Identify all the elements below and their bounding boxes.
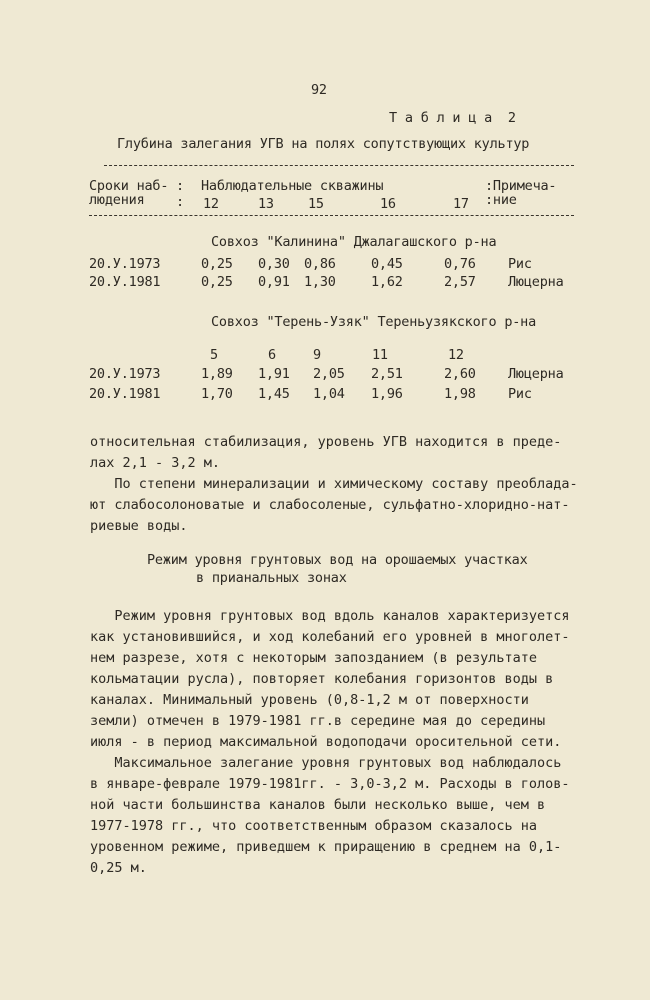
table-top-rule [104,165,574,166]
well-number: 9 [313,347,321,363]
row-value: 1,04 [313,386,345,402]
row-value: 2,57 [444,274,476,290]
section-heading-line1: Режим уровня грунтовых вод на орошаемых участках [147,552,528,568]
text-line: 0,25 м. [90,860,147,876]
paragraph-stabilization [90,432,570,474]
row-value: 0,25 [201,256,233,272]
text-line: ной части большинства каналов были несколько выше, чем в [90,797,546,813]
text-line: июля - в период максимальной водоподачи оросительной сети. [90,734,562,750]
row-value: 1,70 [201,386,233,402]
row-date: 20.У.1973 [89,256,161,272]
text-line: Режим уровня грунтовых вод вдоль каналов характеризуется [90,608,570,624]
section-title-kalinina: Совхоз "Калинина" Джалагашского р-на [211,234,497,250]
section-title-teren-uzyak: Совхоз "Терень-Узяк" Тереньузякского р-на [211,314,537,330]
header-well-number: 16 [380,196,396,212]
row-value: 1,96 [371,386,403,402]
well-number: 6 [268,347,276,363]
text-line: каналах. Минимальный уровень (0,8-1,2 м от поверхности [90,692,529,708]
row-value: 0,91 [258,274,290,290]
header-dates-line2: людения [89,192,145,208]
text-line: лах 2,1 - 3,2 м. [90,455,221,471]
row-date: 20.У.1981 [89,274,161,290]
header-wells: Наблюдательные скважины [201,178,384,194]
text-line: нем разрезе, хотя с некоторым запозданием (в результате [90,650,538,666]
row-note: Люцерна [508,366,564,382]
row-value: 0,25 [201,274,233,290]
header-well-number: 15 [308,196,324,212]
page-number: 92 [311,82,327,98]
row-value: 2,60 [444,366,476,382]
text-line: земли) отмечен в 1979-1981 гг.в середине мая до середины [90,713,546,729]
paragraph-canal-regime [90,606,570,879]
table-title: Глубина залегания УГВ на полях сопутствующих культур [117,136,530,152]
row-value: 2,05 [313,366,345,382]
well-number: 5 [210,347,218,363]
row-value: 1,45 [258,386,290,402]
text-line: По степени минерализации и химическому составу преоблада- [90,476,578,492]
row-note: Рис [508,386,532,402]
row-value: 1,62 [371,274,403,290]
row-value: 1,91 [258,366,290,382]
text-line: как установившийся, и ход колебаний его уровней в многолет- [90,629,570,645]
header-well-number: 17 [453,196,469,212]
text-line: риевые воды. [90,518,188,534]
text-line: относительная стабилизация, уровень УГВ находится в преде- [90,434,562,450]
text-line: уровенном режиме, приведшем к приращению в среднем на 0,1- [90,839,562,855]
row-value: 1,30 [304,274,336,290]
well-number: 11 [372,347,388,363]
text-line: Максимальное залегание уровня грунтовых вод наблюдалось [90,755,562,771]
row-value: 1,98 [444,386,476,402]
row-value: 0,45 [371,256,403,272]
row-value: 0,86 [304,256,336,272]
row-value: 2,51 [371,366,403,382]
text-line: кольматации русла), повторяет колебания горизонтов воды в [90,671,554,687]
well-number: 12 [448,347,464,363]
text-line: в январе-феврале 1979-1981гг. - 3,0-3,2 м. Расходы в голов- [90,776,570,792]
header-notes-line1: :Примеча- [485,178,557,194]
header-notes-line2: :ние [485,192,517,208]
row-date: 20.У.1973 [89,366,161,382]
text-line: 1977-1978 гг., что соответственным образом сказалось на [90,818,538,834]
table-header-rule [89,215,574,216]
table-label: Т а б л и ц а 2 [389,110,516,126]
row-value: 0,76 [444,256,476,272]
text-line: ют слабосолоноватые и слабосоленые, сульфатно-хлоридно-нат- [90,497,570,513]
paragraph-mineralization [90,474,578,537]
row-note: Люцерна [508,274,564,290]
row-note: Рис [508,256,532,272]
header-well-number: 13 [258,196,274,212]
row-value: 1,89 [201,366,233,382]
header-well-number: 12 [203,196,219,212]
header-separator: : [176,178,184,194]
header-dates-line1: Сроки наб- [89,178,169,194]
section-heading-line2: в прианальных зонах [196,570,347,586]
row-value: 0,30 [258,256,290,272]
row-date: 20.У.1981 [89,386,161,402]
header-separator: : [176,194,184,210]
